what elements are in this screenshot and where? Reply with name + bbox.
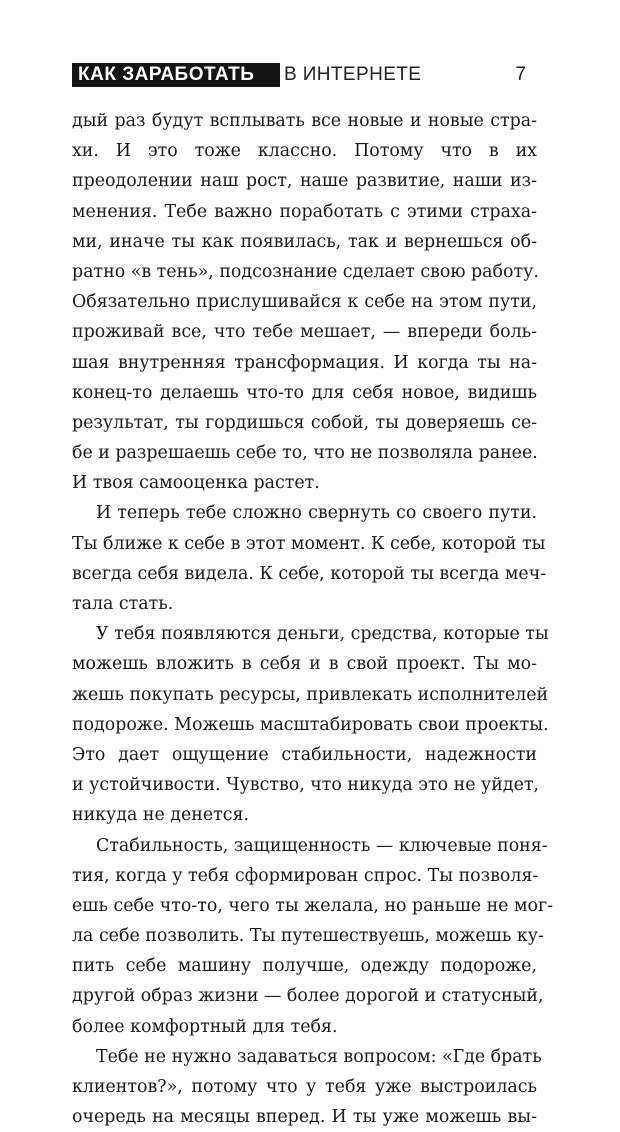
text-line: И твоя самооценка растет.: [72, 473, 320, 494]
text-line: клиентов?», потому что у тебя уже выстроилась: [72, 1077, 537, 1097]
text-line: Тебе не нужно задаваться вопросом: «Где брать: [96, 1046, 542, 1067]
text-line: результат, ты гордишься собой, ты доверяешь се-: [72, 412, 537, 433]
text-line: и устойчивости. Чувство, что никуда это не уйдет,: [72, 775, 540, 796]
text-line: ми, иначе ты как появилась, так и вернешься об-: [72, 231, 537, 252]
text-line: никуда не денется.: [72, 805, 250, 826]
text-line: ешь себе что-то, чего ты желала, но раньше не мог-: [72, 895, 553, 916]
text-line: тала стать.: [72, 594, 174, 614]
text-line: ратно «в тень», подсознание сделает свою работу.: [72, 261, 539, 282]
text-line: И теперь тебе сложно свернуть со своего пути.: [96, 503, 537, 524]
text-line: более комфортный для тебя.: [72, 1016, 338, 1037]
header-title-bold: КАК ЗАРАБОТАТЬ: [72, 63, 280, 87]
text-line: жешь покупать ресурсы, привлекать исполнителей: [72, 684, 549, 705]
text-line: пить себе машину получше, одежду подороже,: [72, 956, 537, 977]
text-line: очередь на месяцы вперед. И ты уже можешь вы-: [72, 1107, 537, 1128]
text-line: дый раз будут всплывать все новые и новые стра-: [72, 111, 537, 131]
text-line: преодолении наш рост, наше развитие, наши из-: [72, 171, 537, 192]
header-title-rest: В ИНТЕРНЕТЕ: [284, 64, 422, 85]
text-line: У тебя появляются деньги, средства, которые ты: [96, 624, 549, 645]
text-line: бе и разрешаешь себе то, что не позволяла ранее.: [72, 443, 538, 464]
text-line: конец-то делаешь что-то для себя новое, видишь: [72, 382, 537, 403]
text-line: можешь вложить в себя и в свой проект. Ты мо-: [72, 654, 537, 675]
page-number: 7: [515, 64, 526, 85]
text-line: Стабильность, защищенность — ключевые поня-: [96, 835, 548, 856]
text-line: проживай все, что тебе мешает, — впереди боль-: [72, 322, 537, 343]
running-header: [72, 63, 534, 89]
text-line: Это дает ощущение стабильности, надежности: [72, 744, 537, 765]
body-text: [72, 106, 553, 1132]
text-line: менения. Тебе важно поработать с этими страха-: [72, 201, 537, 222]
text-line: другой образ жизни — более дорогой и статусный,: [72, 986, 544, 1007]
text-line: всегда себя видела. К себе, которой ты всегда меч-: [72, 563, 547, 584]
text-line: подороже. Можешь масштабировать свои проекты.: [72, 714, 549, 735]
text-line: Ты ближе к себе в этот момент. К себе, которой ты: [72, 533, 546, 554]
text-line: шая внутренняя трансформация. И когда ты на-: [72, 352, 537, 373]
text-line: Обязательно прислушивайся к себе на этом пути,: [72, 292, 537, 313]
text-line: ла себе позволить. Ты путешествуешь, можешь ку-: [72, 926, 544, 947]
text-line: тия, когда у тебя сформирован спрос. Ты позволя-: [72, 865, 539, 886]
text-line: хи. И это тоже классно. Потому что в их: [72, 141, 537, 162]
